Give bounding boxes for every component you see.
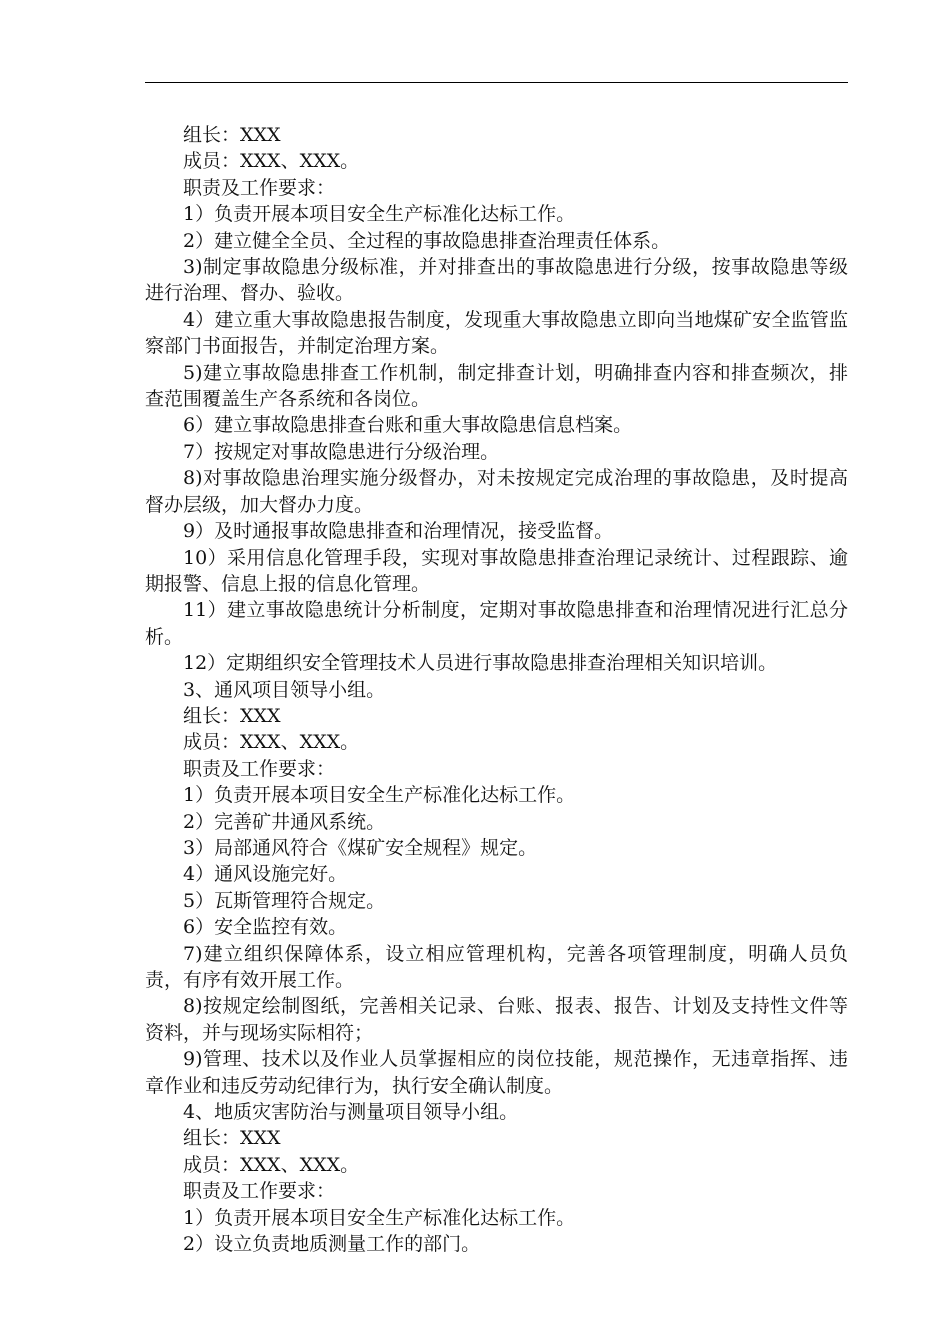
paragraph: 7）按规定对事故隐患进行分级治理。 xyxy=(183,440,500,463)
paragraph: 3）局部通风符合《煤矿安全规程》规定。 xyxy=(183,836,538,859)
paragraph: 成员：XXX、XXX。 xyxy=(183,150,360,173)
document-body xyxy=(145,122,848,1257)
paragraph: 组长：XXX xyxy=(183,704,281,727)
paragraph: 1）负责开展本项目安全生产标准化达标工作。 xyxy=(183,1206,576,1229)
paragraph: 1）负责开展本项目安全生产标准化达标工作。 xyxy=(183,784,576,807)
paragraph: 10）采用信息化管理手段，实现对事故隐患排查治理记录统计、过程跟踪、逾期报警、信息上报的信息化管理。 xyxy=(145,546,848,595)
paragraph: 2）设立负责地质测量工作的部门。 xyxy=(183,1233,481,1256)
paragraph: 职责及工作要求： xyxy=(183,1180,336,1203)
paragraph: 1）负责开展本项目安全生产标准化达标工作。 xyxy=(183,203,576,226)
paragraph: 5)建立事故隐患排查工作机制，制定排查计划，明确排查内容和排查频次，排查范围覆盖生产各系统和各岗位。 xyxy=(145,361,848,411)
paragraph: 8)按规定绘制图纸，完善相关记录、台账、报表、报告、计划及支持性文件等资料，并与现场实际相符； xyxy=(145,995,848,1044)
paragraph: 4）建立重大事故隐患报告制度，发现重大事故隐患立即向当地煤矿安全监管监察部门书面报告，并制定治理方案。 xyxy=(145,308,848,358)
section-heading: 3、通风项目领导小组。 xyxy=(183,678,386,701)
paragraph: 5）瓦斯管理符合规定。 xyxy=(183,889,386,912)
header-rule xyxy=(145,82,848,83)
paragraph: 成员：XXX、XXX。 xyxy=(183,1153,360,1176)
section-heading: 4、地质灾害防治与测量项目领导小组。 xyxy=(183,1101,519,1124)
paragraph: 成员：XXX、XXX。 xyxy=(183,731,360,754)
paragraph: 组长：XXX xyxy=(183,124,281,146)
paragraph: 9）及时通报事故隐患排查和治理情况，接受监督。 xyxy=(183,520,614,543)
paragraph: 组长：XXX xyxy=(183,1127,281,1150)
paragraph: 8)对事故隐患治理实施分级督办，对未按规定完成治理的事故隐患，及时提高督办层级，加大督办力度。 xyxy=(145,467,848,516)
paragraph: 6）安全监控有效。 xyxy=(183,916,348,939)
paragraph: 7)建立组织保障体系，设立相应管理机构，完善各项管理制度，明确人员负责，有序有效开展工作。 xyxy=(145,942,848,991)
paragraph: 2）完善矿井通风系统。 xyxy=(183,810,386,833)
paragraph: 12）定期组织安全管理技术人员进行事故隐患排查治理相关知识培训。 xyxy=(183,652,778,675)
paragraph: 11）建立事故隐患统计分析制度，定期对事故隐患排查和治理情况进行汇总分析。 xyxy=(145,599,848,648)
paragraph: 6）建立事故隐患排查台账和重大事故隐患信息档案。 xyxy=(183,414,633,437)
paragraph: 9)管理、技术以及作业人员掌握相应的岗位技能，规范操作，无违章指挥、违章作业和违反劳动纪律行为，执行安全确认制度。 xyxy=(145,1048,848,1097)
paragraph: 职责及工作要求： xyxy=(183,176,336,199)
paragraph: 2）建立健全全员、全过程的事故隐患排查治理责任体系。 xyxy=(183,229,671,252)
paragraph: 4）通风设施完好。 xyxy=(183,863,348,886)
paragraph: 职责及工作要求： xyxy=(183,757,336,780)
paragraph: 3)制定事故隐患分级标准，并对排查出的事故隐患进行分级，按事故隐患等级进行治理、督办、验收。 xyxy=(145,256,848,305)
